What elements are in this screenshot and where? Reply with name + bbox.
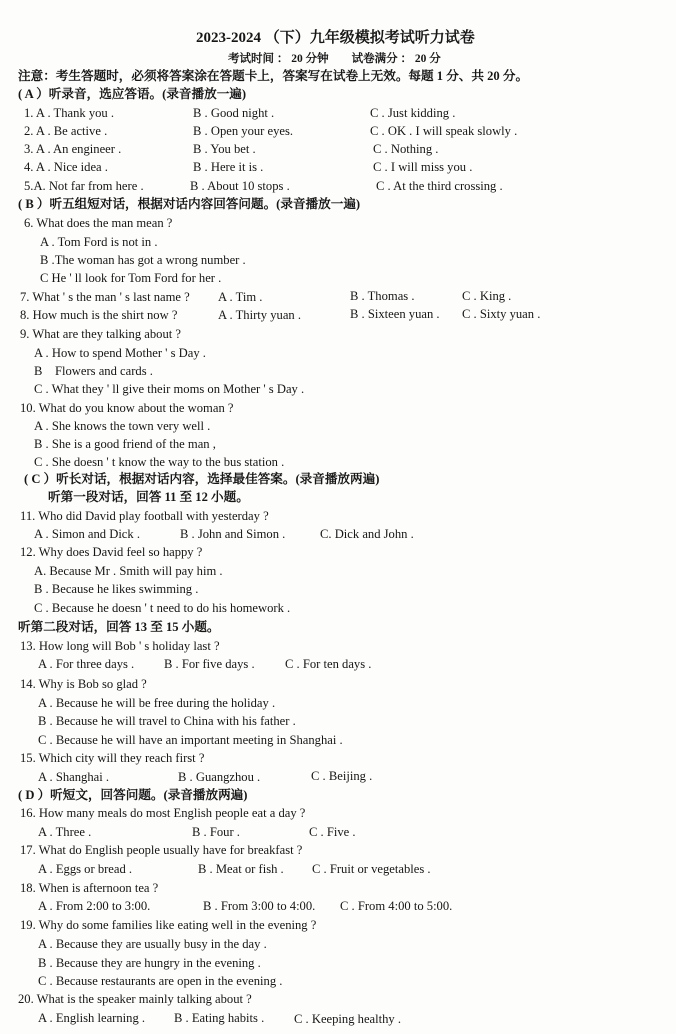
exam-info: 考试时间 ： 20 分钟 试卷满分 ： 20 分 <box>228 53 441 65</box>
q12-option-b: B . Because he likes swimming . <box>34 582 199 596</box>
q7-option-c: C . King . <box>462 289 512 303</box>
q19-option-b: B . Because they are hungry in the evening . <box>38 956 261 970</box>
q7-question: 7. What ' s the man ' s last name ? <box>20 290 190 304</box>
q6-option-c: C He ' ll look for Tom Ford for her . <box>40 271 222 285</box>
section-c-part1: 听第一段对话，回答 11 至 12 小题。 <box>48 490 249 504</box>
q4-option-c: C . I will miss you . <box>373 160 473 174</box>
q13-option-b: B . For five days . <box>164 657 255 671</box>
q20-option-b: B . Eating habits . <box>174 1011 265 1025</box>
q12-option-a: A. Because Mr . Smith will pay him . <box>34 564 223 578</box>
q16-option-a: A . Three . <box>38 825 92 839</box>
q16-option-b: B . Four . <box>192 825 240 839</box>
section-c-heading: ( C ）听长对话，根据对话内容，选择最佳答案。(录音播放两遍) <box>24 472 380 486</box>
q10-option-b: B . She is a good friend of the man , <box>34 437 216 451</box>
q17-option-c: C . Fruit or vegetables . <box>312 862 431 876</box>
q14-option-a: A . Because he will be free during the holiday . <box>38 696 276 710</box>
q17-question: 17. What do English people usually have for breakfast ? <box>20 843 303 857</box>
q3-option-a: 3. A . An engineer . <box>24 142 122 156</box>
q15-option-c: C . Beijing . <box>311 769 373 783</box>
q12-question: 12. Why does David feel so happy ? <box>20 545 203 559</box>
q18-option-a: A . From 2:00 to 3:00. <box>38 899 151 913</box>
q19-option-c: C . Because restaurants are open in the evening . <box>38 974 283 988</box>
q19-option-a: A . Because they are usually busy in the day . <box>38 937 267 951</box>
q13-option-c: C . For ten days . <box>285 657 372 671</box>
q8-option-b: B . Sixteen yuan . <box>350 307 440 321</box>
q14-option-c: C . Because he will have an important meeting in Shanghai . <box>38 733 343 747</box>
q15-option-a: A . Shanghai . <box>38 770 110 784</box>
q12-option-c: C . Because he doesn ' t need to do his homework . <box>34 601 291 615</box>
q8-option-c: C . Sixty yuan . <box>462 307 541 321</box>
q7-option-b: B . Thomas . <box>350 289 415 303</box>
q11-option-b: B . John and Simon . <box>180 527 286 541</box>
q20-option-a: A . English learning . <box>38 1011 146 1025</box>
q9-option-b: B Flowers and cards . <box>34 364 153 378</box>
q7-option-a: A . Tim . <box>218 290 263 304</box>
q15-question: 15. Which city will they reach first ? <box>20 751 205 765</box>
q18-question: 18. When is afternoon tea ? <box>20 881 159 895</box>
q8-question: 8. How much is the shirt now ? <box>20 308 178 322</box>
q6-option-b: B .The woman has got a wrong number . <box>40 253 246 267</box>
q11-question: 11. Who did David play football with yesterday ? <box>20 509 269 523</box>
section-d-heading: ( D ）听短文，回答问题。(录音播放两遍) <box>18 788 248 802</box>
q9-option-c: C . What they ' ll give their moms on Mother ' s Day . <box>34 382 305 396</box>
q5-option-b: B . About 10 stops . <box>190 179 290 193</box>
q5-option-a: 5.A. Not far from here . <box>24 179 144 193</box>
q11-option-a: A . Simon and Dick . <box>34 527 140 541</box>
q18-option-c: C . From 4:00 to 5:00. <box>340 899 453 913</box>
q19-question: 19. Why do some families like eating well in the evening ? <box>20 918 317 932</box>
q18-option-b: B . From 3:00 to 4:00. <box>203 899 316 913</box>
q8-option-a: A . Thirty yuan . <box>218 308 302 322</box>
q20-question: 20. What is the speaker mainly talking about ? <box>18 992 252 1006</box>
q20-option-c: C . Keeping healthy . <box>294 1012 402 1026</box>
q16-option-c: C . Five . <box>309 825 356 839</box>
page-title: 2023-2024 （下）九年级模拟考试听力试卷 <box>196 30 475 46</box>
section-c-part2: 听第二段对话，回答 13 至 15 小题。 <box>18 620 220 634</box>
q2-option-c: C . OK . I will speak slowly . <box>370 124 518 138</box>
q17-option-b: B . Meat or fish . <box>198 862 284 876</box>
q3-option-c: C . Nothing . <box>373 142 439 156</box>
q10-option-c: C . She doesn ' t know the way to the bus station . <box>34 455 285 469</box>
q13-question: 13. How long will Bob ' s holiday last ? <box>20 639 220 653</box>
q9-option-a: A . How to spend Mother ' s Day . <box>34 346 206 360</box>
q1-option-a: 1. A . Thank you . <box>24 106 115 120</box>
q14-question: 14. Why is Bob so glad ? <box>20 677 147 691</box>
q6-option-a: A . Tom Ford is not in . <box>40 235 158 249</box>
section-b-heading: ( B ）听五组短对话，根据对话内容回答问题。(录音播放一遍) <box>18 197 361 211</box>
section-a-heading: ( A ）听录音，选应答语。(录音播放一遍) <box>18 87 247 101</box>
q14-option-b: B . Because he will travel to China with his father . <box>38 714 296 728</box>
q9-question: 9. What are they talking about ? <box>20 327 181 341</box>
q10-question: 10. What do you know about the woman ? <box>20 401 234 415</box>
q2-option-a: 2. A . Be active . <box>24 124 108 138</box>
q15-option-b: B . Guangzhou . <box>178 770 261 784</box>
q4-option-a: 4. A . Nice idea . <box>24 160 108 174</box>
q16-question: 16. How many meals do most English people eat a day ? <box>20 806 306 820</box>
q10-option-a: A . She knows the town very well . <box>34 419 211 433</box>
exam-notice: 注意：考生答题时，必须将答案涂在答题卡上，答案写在试卷上无效。每题 1 分、共 20 分。 <box>18 69 529 83</box>
q4-option-b: B . Here it is . <box>193 160 264 174</box>
q2-option-b: B . Open your eyes. <box>193 124 294 138</box>
q13-option-a: A . For three days . <box>38 657 135 671</box>
q5-option-c: C . At the third crossing . <box>376 179 503 193</box>
q1-option-c: C . Just kidding . <box>370 106 456 120</box>
q1-option-b: B . Good night . <box>193 106 275 120</box>
q17-option-a: A . Eggs or bread . <box>38 862 133 876</box>
q6-question: 6. What does the man mean ? <box>24 216 173 230</box>
q11-option-c: C. Dick and John . <box>320 527 414 541</box>
q3-option-b: B . You bet . <box>193 142 256 156</box>
